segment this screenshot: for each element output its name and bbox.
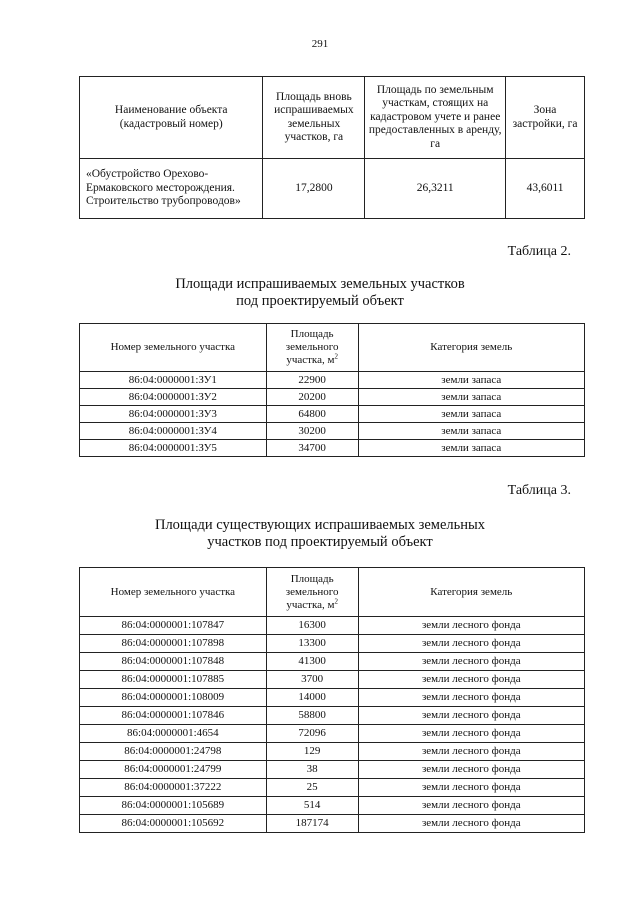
cell-land-category: земли лесного фонда (358, 779, 584, 797)
cell-land-category: земли запаса (358, 440, 584, 457)
cell-plot-number: 86:04:0000001:107898 (80, 635, 267, 653)
cell-plot-number: 86:04:0000001:107848 (80, 653, 267, 671)
header-plot-area (266, 324, 358, 372)
table-header-row (80, 324, 585, 372)
cell-plot-number: 86:04:0000001:24798 (80, 743, 267, 761)
table-row (80, 815, 585, 833)
table-row (80, 440, 585, 457)
cell-plot-number: 86:04:0000001:105689 (80, 797, 267, 815)
header-plot-number: Номер земельного участка (80, 324, 267, 372)
cell-land-category: земли лесного фонда (358, 635, 584, 653)
cell-plot-area: 3700 (266, 671, 358, 689)
cell-land-category: земли лесного фонда (358, 617, 584, 635)
cell-land-category: земли лесного фонда (358, 689, 584, 707)
cell-plot-area: 38 (266, 761, 358, 779)
cell-land-category: земли лесного фонда (358, 725, 584, 743)
table-row (80, 372, 585, 389)
cell-plot-area: 25 (266, 779, 358, 797)
header-plot-number: Номер земельного участка (80, 568, 267, 617)
cell-plot-number: 86:04:0000001:105692 (80, 815, 267, 833)
unit-superscript: 2 (334, 352, 338, 361)
unit-superscript: 2 (334, 596, 338, 605)
cell-plot-area: 20200 (266, 389, 358, 406)
table-row (80, 635, 585, 653)
cell-land-category: земли лесного фонда (358, 671, 584, 689)
cell-plot-area: 58800 (266, 707, 358, 725)
cell-land-category: земли запаса (358, 406, 584, 423)
table2-title-line2: под проектируемый объект (236, 293, 404, 309)
table-row (80, 617, 585, 635)
table-row (80, 653, 585, 671)
cell-plot-number: 86:04:0000001:107847 (80, 617, 267, 635)
cell-plot-area: 14000 (266, 689, 358, 707)
table2-label: Таблица 2. (507, 244, 571, 259)
cell-land-category: земли запаса (358, 423, 584, 440)
table-header-row (80, 77, 585, 159)
table-row (80, 389, 585, 406)
header-object-name: Наименование объекта (кадастровый номер) (80, 77, 263, 159)
cell-land-category: земли запаса (358, 389, 584, 406)
cell-plot-number: 86:04:0000001:107846 (80, 707, 267, 725)
table-row (80, 743, 585, 761)
requested-plots-table (79, 323, 585, 457)
table-row (80, 761, 585, 779)
table3-title-line1: Площади существующих испрашиваемых земельных (154, 517, 486, 533)
table-row (80, 689, 585, 707)
header-plot-area-text: Площадь земельного участка, м (285, 572, 339, 611)
cell-plot-area: 13300 (266, 635, 358, 653)
cell-land-category: земли лесного фонда (358, 707, 584, 725)
table2-title (0, 276, 640, 310)
cell-plot-number: 86:04:0000001:ЗУ2 (80, 389, 267, 406)
table-row (80, 779, 585, 797)
cell-plot-area: 64800 (266, 406, 358, 423)
cell-plot-number: 86:04:0000001:ЗУ1 (80, 372, 267, 389)
header-new-area: Площадь вновь испрашиваемых земельных участков, га (263, 77, 365, 159)
cell-plot-number: 86:04:0000001:24799 (80, 761, 267, 779)
cell-land-category: земли лесного фонда (358, 797, 584, 815)
cell-object-name: «Обустройство Орехово-Ермаковского месторождения. Строительство трубопроводов» (80, 159, 263, 219)
cell-land-category: земли лесного фонда (358, 743, 584, 761)
cell-land-category: земли запаса (358, 372, 584, 389)
cell-plot-area: 30200 (266, 423, 358, 440)
cell-land-category: земли лесного фонда (358, 653, 584, 671)
table2-title-line1: Площади испрашиваемых земельных участков (175, 276, 465, 292)
header-land-category: Категория земель (358, 324, 584, 372)
header-land-category: Категория земель (358, 568, 584, 617)
table3-title-line2: участков под проектируемый объект (207, 534, 433, 550)
cell-plot-area: 514 (266, 797, 358, 815)
table-row (80, 797, 585, 815)
cell-plot-area: 129 (266, 743, 358, 761)
table-row (80, 406, 585, 423)
cell-plot-area: 34700 (266, 440, 358, 457)
cell-land-category: земли лесного фонда (358, 761, 584, 779)
page-number: 291 (311, 38, 329, 50)
cell-plot-area: 16300 (266, 617, 358, 635)
header-plot-area (266, 568, 358, 617)
cell-plot-number: 86:04:0000001:37222 (80, 779, 267, 797)
table3-label: Таблица 3. (507, 483, 571, 498)
table-row (80, 707, 585, 725)
table-row (80, 159, 585, 219)
cell-plot-number: 86:04:0000001:ЗУ5 (80, 440, 267, 457)
existing-plots-table (79, 567, 585, 833)
table-row (80, 671, 585, 689)
cell-new-area: 17,2800 (263, 159, 365, 219)
cell-plot-number: 86:04:0000001:ЗУ4 (80, 423, 267, 440)
header-plot-area-text: Площадь земельного участка, м (285, 328, 339, 366)
header-building-zone: Зона застройки, га (506, 77, 585, 159)
cell-plot-number: 86:04:0000001:107885 (80, 671, 267, 689)
cell-plot-area: 22900 (266, 372, 358, 389)
table3-title (0, 517, 640, 551)
cell-registered-area: 26,3211 (365, 159, 506, 219)
header-registered-area: Площадь по земельным участкам, стоящих на кадастровом учете и ранее предоставленных в аренду, га (365, 77, 506, 159)
table-header-row (80, 568, 585, 617)
cell-plot-number: 86:04:0000001:ЗУ3 (80, 406, 267, 423)
cell-land-category: земли лесного фонда (358, 815, 584, 833)
cell-plot-area: 72096 (266, 725, 358, 743)
cell-plot-area: 187174 (266, 815, 358, 833)
table-row (80, 725, 585, 743)
object-summary-table (79, 76, 585, 219)
cell-building-zone: 43,6011 (506, 159, 585, 219)
cell-plot-number: 86:04:0000001:4654 (80, 725, 267, 743)
table-row (80, 423, 585, 440)
cell-plot-area: 41300 (266, 653, 358, 671)
cell-plot-number: 86:04:0000001:108009 (80, 689, 267, 707)
